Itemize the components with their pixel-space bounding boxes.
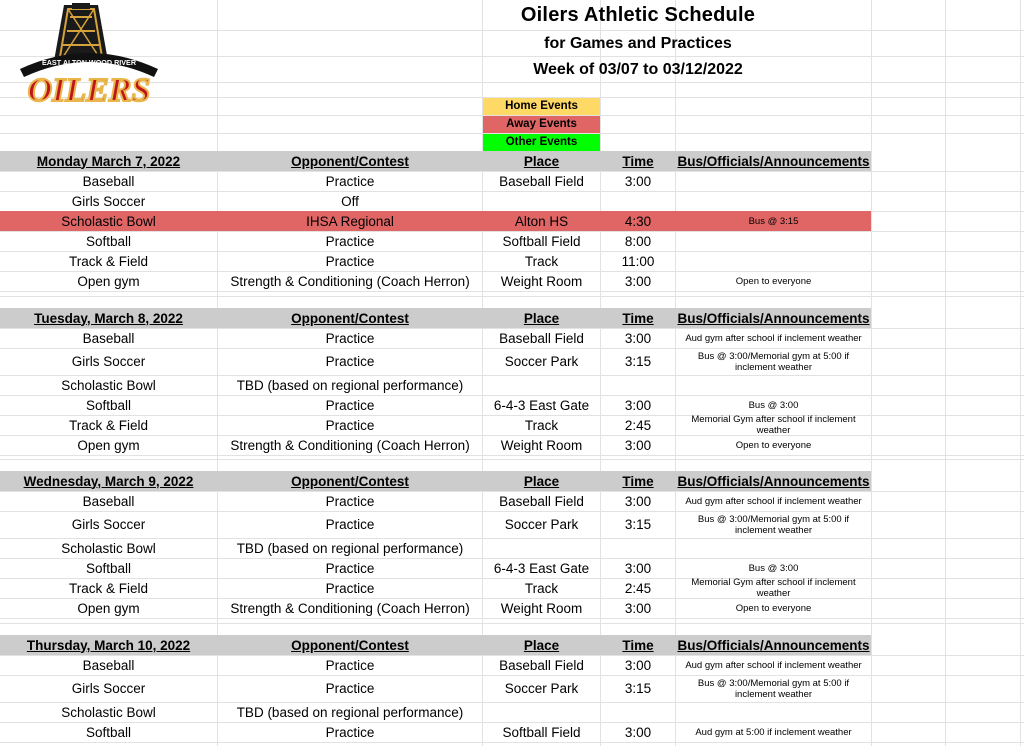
notes-text: Bus @ 3:15 — [748, 215, 799, 227]
time-cell[interactable] — [601, 702, 675, 722]
sport-cell[interactable] — [0, 395, 217, 415]
column-header-opponent: Opponent/Contest — [291, 153, 409, 169]
sport-text: Girls Soccer — [71, 517, 146, 532]
notes-cell[interactable] — [676, 328, 871, 348]
contest-text: Practice — [325, 417, 375, 433]
time-text: 3:00 — [624, 437, 652, 453]
sport-cell[interactable] — [0, 675, 217, 702]
time-text: 3:15 — [624, 681, 652, 696]
column-header-notes-cell — [676, 471, 871, 491]
contest-text: Practice — [325, 397, 375, 413]
contest-cell[interactable] — [218, 538, 482, 558]
row-divider — [0, 291, 1024, 292]
column-header-time-cell — [601, 471, 675, 491]
schedule-row — [0, 231, 1024, 251]
contest-text: Practice — [325, 330, 375, 346]
sport-text: Open gym — [77, 437, 140, 453]
sport-cell[interactable] — [0, 655, 217, 675]
column-header-notes: Bus/Officials/Announcements — [677, 310, 870, 326]
sport-cell[interactable] — [0, 435, 217, 455]
sport-text: Open gym — [77, 273, 140, 289]
place-cell[interactable] — [483, 271, 600, 291]
time-cell[interactable] — [601, 328, 675, 348]
contest-cell[interactable] — [218, 375, 482, 395]
place-cell[interactable] — [483, 655, 600, 675]
schedule-row — [0, 655, 1024, 675]
notes-text: Aud gym after school if inclement weather — [685, 495, 862, 507]
notes-text: Aud gym after school if inclement weather — [685, 659, 862, 671]
contest-cell[interactable] — [218, 171, 482, 191]
place-cell[interactable] — [483, 171, 600, 191]
time-text: 3:15 — [624, 354, 652, 369]
contest-cell[interactable] — [218, 251, 482, 271]
notes-cell[interactable] — [676, 231, 871, 251]
contest-cell[interactable] — [218, 191, 482, 211]
notes-cell[interactable] — [676, 435, 871, 455]
column-header-notes: Bus/Officials/Announcements — [677, 153, 870, 169]
notes-cell[interactable] — [676, 491, 871, 511]
column-header-time: Time — [622, 637, 654, 653]
column-header-notes: Bus/Officials/Announcements — [677, 473, 870, 489]
column-header-opponent: Opponent/Contest — [291, 473, 409, 489]
sport-cell[interactable] — [0, 231, 217, 251]
contest-text: Practice — [325, 253, 375, 269]
contest-text: Practice — [325, 493, 375, 509]
page-title: Oilers Athletic Schedule — [520, 4, 756, 26]
place-cell[interactable] — [483, 538, 600, 558]
sport-text: Track & Field — [68, 580, 149, 596]
place-cell[interactable] — [483, 511, 600, 538]
sport-cell[interactable] — [0, 328, 217, 348]
day-header-row — [0, 151, 871, 171]
column-header-time: Time — [622, 473, 654, 489]
place-text: Baseball Field — [499, 657, 584, 673]
notes-cell[interactable] — [676, 191, 871, 211]
time-text: 3:00 — [624, 493, 652, 509]
legend-other-events: Other Events — [483, 134, 600, 151]
day-header-row — [0, 308, 871, 328]
schedule-row — [0, 511, 1024, 538]
column-header-place-cell — [483, 635, 600, 655]
time-cell[interactable] — [601, 191, 675, 211]
time-cell[interactable] — [601, 511, 675, 538]
contest-text: Practice — [325, 724, 375, 740]
time-cell[interactable] — [601, 491, 675, 511]
contest-cell[interactable] — [218, 435, 482, 455]
time-cell[interactable] — [601, 271, 675, 291]
place-text: Weight Room — [500, 600, 583, 616]
sport-cell[interactable] — [0, 348, 217, 375]
place-text: Baseball Field — [499, 330, 584, 346]
contest-text: Practice — [325, 354, 375, 369]
time-text: 3:00 — [624, 397, 652, 413]
column-header-opponent-cell — [218, 151, 482, 171]
sport-cell[interactable] — [0, 702, 217, 722]
schedule-row — [0, 578, 1024, 598]
time-cell[interactable] — [601, 415, 675, 435]
day-heading: Thursday, March 10, 2022 — [26, 637, 191, 653]
place-text: Soccer Park — [504, 681, 579, 696]
notes-cell[interactable] — [676, 578, 871, 598]
contest-text: Practice — [325, 681, 375, 696]
column-header-place: Place — [523, 310, 560, 326]
day-header-row — [0, 635, 871, 655]
schedule-row — [0, 675, 1024, 702]
sport-text: Track & Field — [68, 417, 149, 433]
contest-text: Strength & Conditioning (Coach Herron) — [230, 600, 470, 616]
day-heading-cell — [0, 151, 217, 171]
place-text: Soccer Park — [504, 517, 579, 532]
place-text: 6-4-3 East Gate — [493, 560, 590, 576]
column-header-time-cell — [601, 151, 675, 171]
time-cell[interactable] — [601, 558, 675, 578]
sport-text: Scholastic Bowl — [61, 377, 156, 393]
time-text: 3:00 — [624, 657, 652, 673]
column-header-notes: Bus/Officials/Announcements — [677, 637, 870, 653]
sport-text: Softball — [85, 397, 132, 413]
place-text: Alton HS — [514, 213, 569, 229]
schedule-row — [0, 328, 1024, 348]
notes-text: Memorial Gym after school if inclement weather — [691, 578, 856, 598]
notes-text: Bus @ 3:00/Memorial gym at 5:00 if inclement weather — [697, 350, 850, 373]
schedule-row — [0, 211, 871, 231]
schedule-row — [0, 348, 1024, 375]
notes-cell[interactable] — [676, 348, 871, 375]
place-text: 6-4-3 East Gate — [493, 397, 590, 413]
place-cell[interactable] — [483, 558, 600, 578]
oilers-logo — [6, 3, 172, 107]
schedule-row — [0, 251, 1024, 271]
contest-cell[interactable] — [218, 511, 482, 538]
notes-cell[interactable] — [676, 251, 871, 271]
row-divider — [0, 459, 1024, 460]
time-text: 8:00 — [624, 233, 652, 249]
day-heading: Monday March 7, 2022 — [36, 153, 181, 169]
svg-text:EAST ALTON WOOD RIVER: EAST ALTON WOOD RIVER — [41, 58, 137, 67]
time-text: 3:00 — [624, 330, 652, 346]
column-header-place-cell — [483, 471, 600, 491]
time-cell[interactable] — [601, 435, 675, 455]
sport-text: Girls Soccer — [71, 193, 146, 209]
page-subtitle: for Games and Practices — [544, 35, 732, 52]
notes-text: Bus @ 3:00/Memorial gym at 5:00 if inclement weather — [697, 513, 850, 536]
notes-cell[interactable] — [676, 271, 871, 291]
column-header-place: Place — [523, 637, 560, 653]
time-cell[interactable] — [601, 375, 675, 395]
place-cell[interactable] — [483, 675, 600, 702]
notes-cell[interactable] — [676, 655, 871, 675]
contest-text: TBD (based on regional performance) — [236, 704, 464, 720]
contest-text: Practice — [325, 233, 375, 249]
sport-text: Softball — [85, 560, 132, 576]
place-cell[interactable] — [483, 251, 600, 271]
contest-text: Off — [341, 193, 359, 209]
column-header-time-cell — [601, 635, 675, 655]
place-cell[interactable] — [483, 211, 600, 231]
sport-text: Softball — [85, 233, 132, 249]
column-header-time-cell — [601, 308, 675, 328]
time-cell[interactable] — [601, 251, 675, 271]
column-header-opponent-cell — [218, 635, 482, 655]
row-divider — [0, 618, 1024, 619]
sport-cell[interactable] — [0, 722, 217, 742]
sport-cell[interactable] — [0, 598, 217, 618]
time-text: 3:00 — [624, 560, 652, 576]
sport-text: Baseball — [82, 657, 135, 673]
sport-cell[interactable] — [0, 538, 217, 558]
contest-cell[interactable] — [218, 722, 482, 742]
row-divider — [0, 455, 1024, 456]
contest-cell[interactable] — [218, 328, 482, 348]
contest-cell[interactable] — [218, 598, 482, 618]
contest-text: Practice — [325, 560, 375, 576]
contest-cell[interactable] — [218, 702, 482, 722]
place-text: Softball Field — [502, 233, 581, 249]
column-header-opponent: Opponent/Contest — [291, 637, 409, 653]
schedule-row — [0, 415, 1024, 435]
notes-text: Memorial Gym after school if inclement weather — [691, 415, 856, 435]
place-text: Track — [524, 417, 559, 433]
column-header-time: Time — [622, 153, 654, 169]
schedule-row — [0, 191, 1024, 211]
notes-cell[interactable] — [676, 511, 871, 538]
time-text: 3:00 — [624, 724, 652, 740]
place-cell[interactable] — [483, 435, 600, 455]
contest-cell[interactable] — [218, 578, 482, 598]
row-divider — [0, 623, 1024, 624]
schedule-row — [0, 171, 1024, 191]
place-text: Weight Room — [500, 437, 583, 453]
schedule-row — [0, 395, 1024, 415]
contest-cell[interactable] — [218, 491, 482, 511]
place-cell[interactable] — [483, 328, 600, 348]
time-text: 3:00 — [624, 273, 652, 289]
place-cell[interactable] — [483, 348, 600, 375]
day-heading-cell — [0, 635, 217, 655]
svg-text:OILERS: OILERS — [27, 72, 151, 107]
place-text: Baseball Field — [499, 173, 584, 189]
contest-text: TBD (based on regional performance) — [236, 540, 464, 556]
schedule-row — [0, 375, 1024, 395]
column-header-notes-cell — [676, 635, 871, 655]
place-text: Weight Room — [500, 273, 583, 289]
contest-cell[interactable] — [218, 655, 482, 675]
sport-cell[interactable] — [0, 578, 217, 598]
contest-text: Practice — [325, 657, 375, 673]
time-text: 3:00 — [624, 173, 652, 189]
time-text: 4:30 — [624, 213, 652, 229]
place-text: Baseball Field — [499, 493, 584, 509]
sport-cell[interactable] — [0, 191, 217, 211]
day-heading-cell — [0, 471, 217, 491]
contest-text: Practice — [325, 173, 375, 189]
contest-cell[interactable] — [218, 231, 482, 251]
column-header-opponent: Opponent/Contest — [291, 310, 409, 326]
contest-cell[interactable] — [218, 558, 482, 578]
place-cell[interactable] — [483, 231, 600, 251]
schedule-row — [0, 702, 1024, 722]
schedule-row — [0, 491, 1024, 511]
legend-away-events: Away Events — [483, 116, 600, 133]
column-header-notes-cell — [676, 308, 871, 328]
week-range: Week of 03/07 to 03/12/2022 — [533, 61, 743, 78]
sport-text: Scholastic Bowl — [61, 540, 156, 556]
sport-text: Scholastic Bowl — [61, 704, 156, 720]
sport-text: Baseball — [82, 493, 135, 509]
place-cell[interactable] — [483, 415, 600, 435]
column-header-notes-cell — [676, 151, 871, 171]
time-cell[interactable] — [601, 348, 675, 375]
schedule-row — [0, 271, 1024, 291]
time-text: 2:45 — [624, 417, 652, 433]
sport-cell[interactable] — [0, 415, 217, 435]
notes-cell[interactable] — [676, 702, 871, 722]
sport-text: Open gym — [77, 600, 140, 616]
time-cell[interactable] — [601, 538, 675, 558]
schedule-row — [0, 598, 1024, 618]
notes-cell[interactable] — [676, 675, 871, 702]
notes-cell[interactable] — [676, 395, 871, 415]
notes-cell[interactable] — [676, 558, 871, 578]
contest-text: IHSA Regional — [306, 213, 394, 229]
column-header-time: Time — [622, 310, 654, 326]
notes-cell[interactable] — [676, 722, 871, 742]
contest-text: Practice — [325, 517, 375, 532]
place-cell[interactable] — [483, 191, 600, 211]
notes-cell[interactable] — [676, 171, 871, 191]
sport-cell[interactable] — [0, 558, 217, 578]
time-cell[interactable] — [601, 231, 675, 251]
day-header-row — [0, 471, 871, 491]
contest-cell[interactable] — [218, 271, 482, 291]
sport-text: Scholastic Bowl — [61, 213, 156, 229]
notes-cell[interactable] — [676, 211, 871, 231]
place-cell[interactable] — [483, 491, 600, 511]
contest-cell[interactable] — [218, 211, 482, 231]
sport-cell[interactable] — [0, 171, 217, 191]
notes-text: Open to everyone — [735, 602, 812, 614]
column-header-place: Place — [523, 473, 560, 489]
schedule-row — [0, 538, 1024, 558]
sport-text: Track & Field — [68, 253, 149, 269]
sport-text: Girls Soccer — [71, 681, 146, 696]
column-header-opponent-cell — [218, 308, 482, 328]
sport-cell[interactable] — [0, 511, 217, 538]
notes-cell[interactable] — [676, 375, 871, 395]
sport-text: Girls Soccer — [71, 354, 146, 369]
notes-text: Aud gym after school if inclement weather — [685, 332, 862, 344]
schedule-row — [0, 722, 1024, 742]
time-text: 3:00 — [624, 600, 652, 616]
legend-home-events: Home Events — [483, 98, 600, 115]
contest-text: TBD (based on regional performance) — [236, 377, 464, 393]
sport-cell[interactable] — [0, 251, 217, 271]
time-text: 3:15 — [624, 517, 652, 532]
place-cell[interactable] — [483, 578, 600, 598]
place-text: Softball Field — [502, 724, 581, 740]
sport-cell[interactable] — [0, 491, 217, 511]
time-cell[interactable] — [601, 211, 675, 231]
time-cell[interactable] — [601, 395, 675, 415]
contest-cell[interactable] — [218, 675, 482, 702]
notes-text: Bus @ 3:00 — [748, 399, 799, 411]
place-text: Soccer Park — [504, 354, 579, 369]
notes-text: Open to everyone — [735, 275, 812, 287]
time-cell[interactable] — [601, 655, 675, 675]
notes-text: Aud gym at 5:00 if inclement weather — [695, 726, 852, 738]
time-text: 2:45 — [624, 580, 652, 596]
notes-cell[interactable] — [676, 538, 871, 558]
notes-cell[interactable] — [676, 415, 871, 435]
oil-derrick-icon — [54, 3, 108, 61]
time-cell[interactable] — [601, 171, 675, 191]
contest-text: Strength & Conditioning (Coach Herron) — [230, 437, 470, 453]
notes-text: Open to everyone — [735, 439, 812, 451]
contest-cell[interactable] — [218, 348, 482, 375]
row-divider — [0, 296, 1024, 297]
place-text: Track — [524, 580, 559, 596]
place-cell[interactable] — [483, 598, 600, 618]
schedule-row — [0, 558, 1024, 578]
day-heading: Tuesday, March 8, 2022 — [34, 310, 183, 326]
place-cell[interactable] — [483, 722, 600, 742]
notes-cell[interactable] — [676, 598, 871, 618]
column-header-opponent-cell — [218, 471, 482, 491]
column-header-place: Place — [523, 153, 560, 169]
contest-text: Practice — [325, 580, 375, 596]
sport-text: Baseball — [82, 330, 135, 346]
column-header-place-cell — [483, 151, 600, 171]
notes-text: Bus @ 3:00/Memorial gym at 5:00 if inclement weather — [697, 677, 850, 700]
time-cell[interactable] — [601, 598, 675, 618]
schedule-row — [0, 435, 1024, 455]
sport-cell[interactable] — [0, 271, 217, 291]
sport-text: Softball — [85, 724, 132, 740]
time-cell[interactable] — [601, 675, 675, 702]
place-cell[interactable] — [483, 702, 600, 722]
contest-text: Strength & Conditioning (Coach Herron) — [230, 273, 470, 289]
day-heading-cell — [0, 308, 217, 328]
place-text: Track — [524, 253, 559, 269]
contest-cell[interactable] — [218, 415, 482, 435]
time-cell[interactable] — [601, 578, 675, 598]
day-heading: Wednesday, March 9, 2022 — [23, 473, 194, 489]
sport-text: Baseball — [82, 173, 135, 189]
row-divider — [0, 742, 1024, 743]
notes-text: Bus @ 3:00 — [748, 562, 799, 574]
time-cell[interactable] — [601, 722, 675, 742]
column-header-place-cell — [483, 308, 600, 328]
sport-cell[interactable] — [0, 375, 217, 395]
place-cell[interactable] — [483, 375, 600, 395]
time-text: 11:00 — [621, 253, 655, 269]
place-cell[interactable] — [483, 395, 600, 415]
sport-cell[interactable] — [0, 211, 217, 231]
contest-cell[interactable] — [218, 395, 482, 415]
